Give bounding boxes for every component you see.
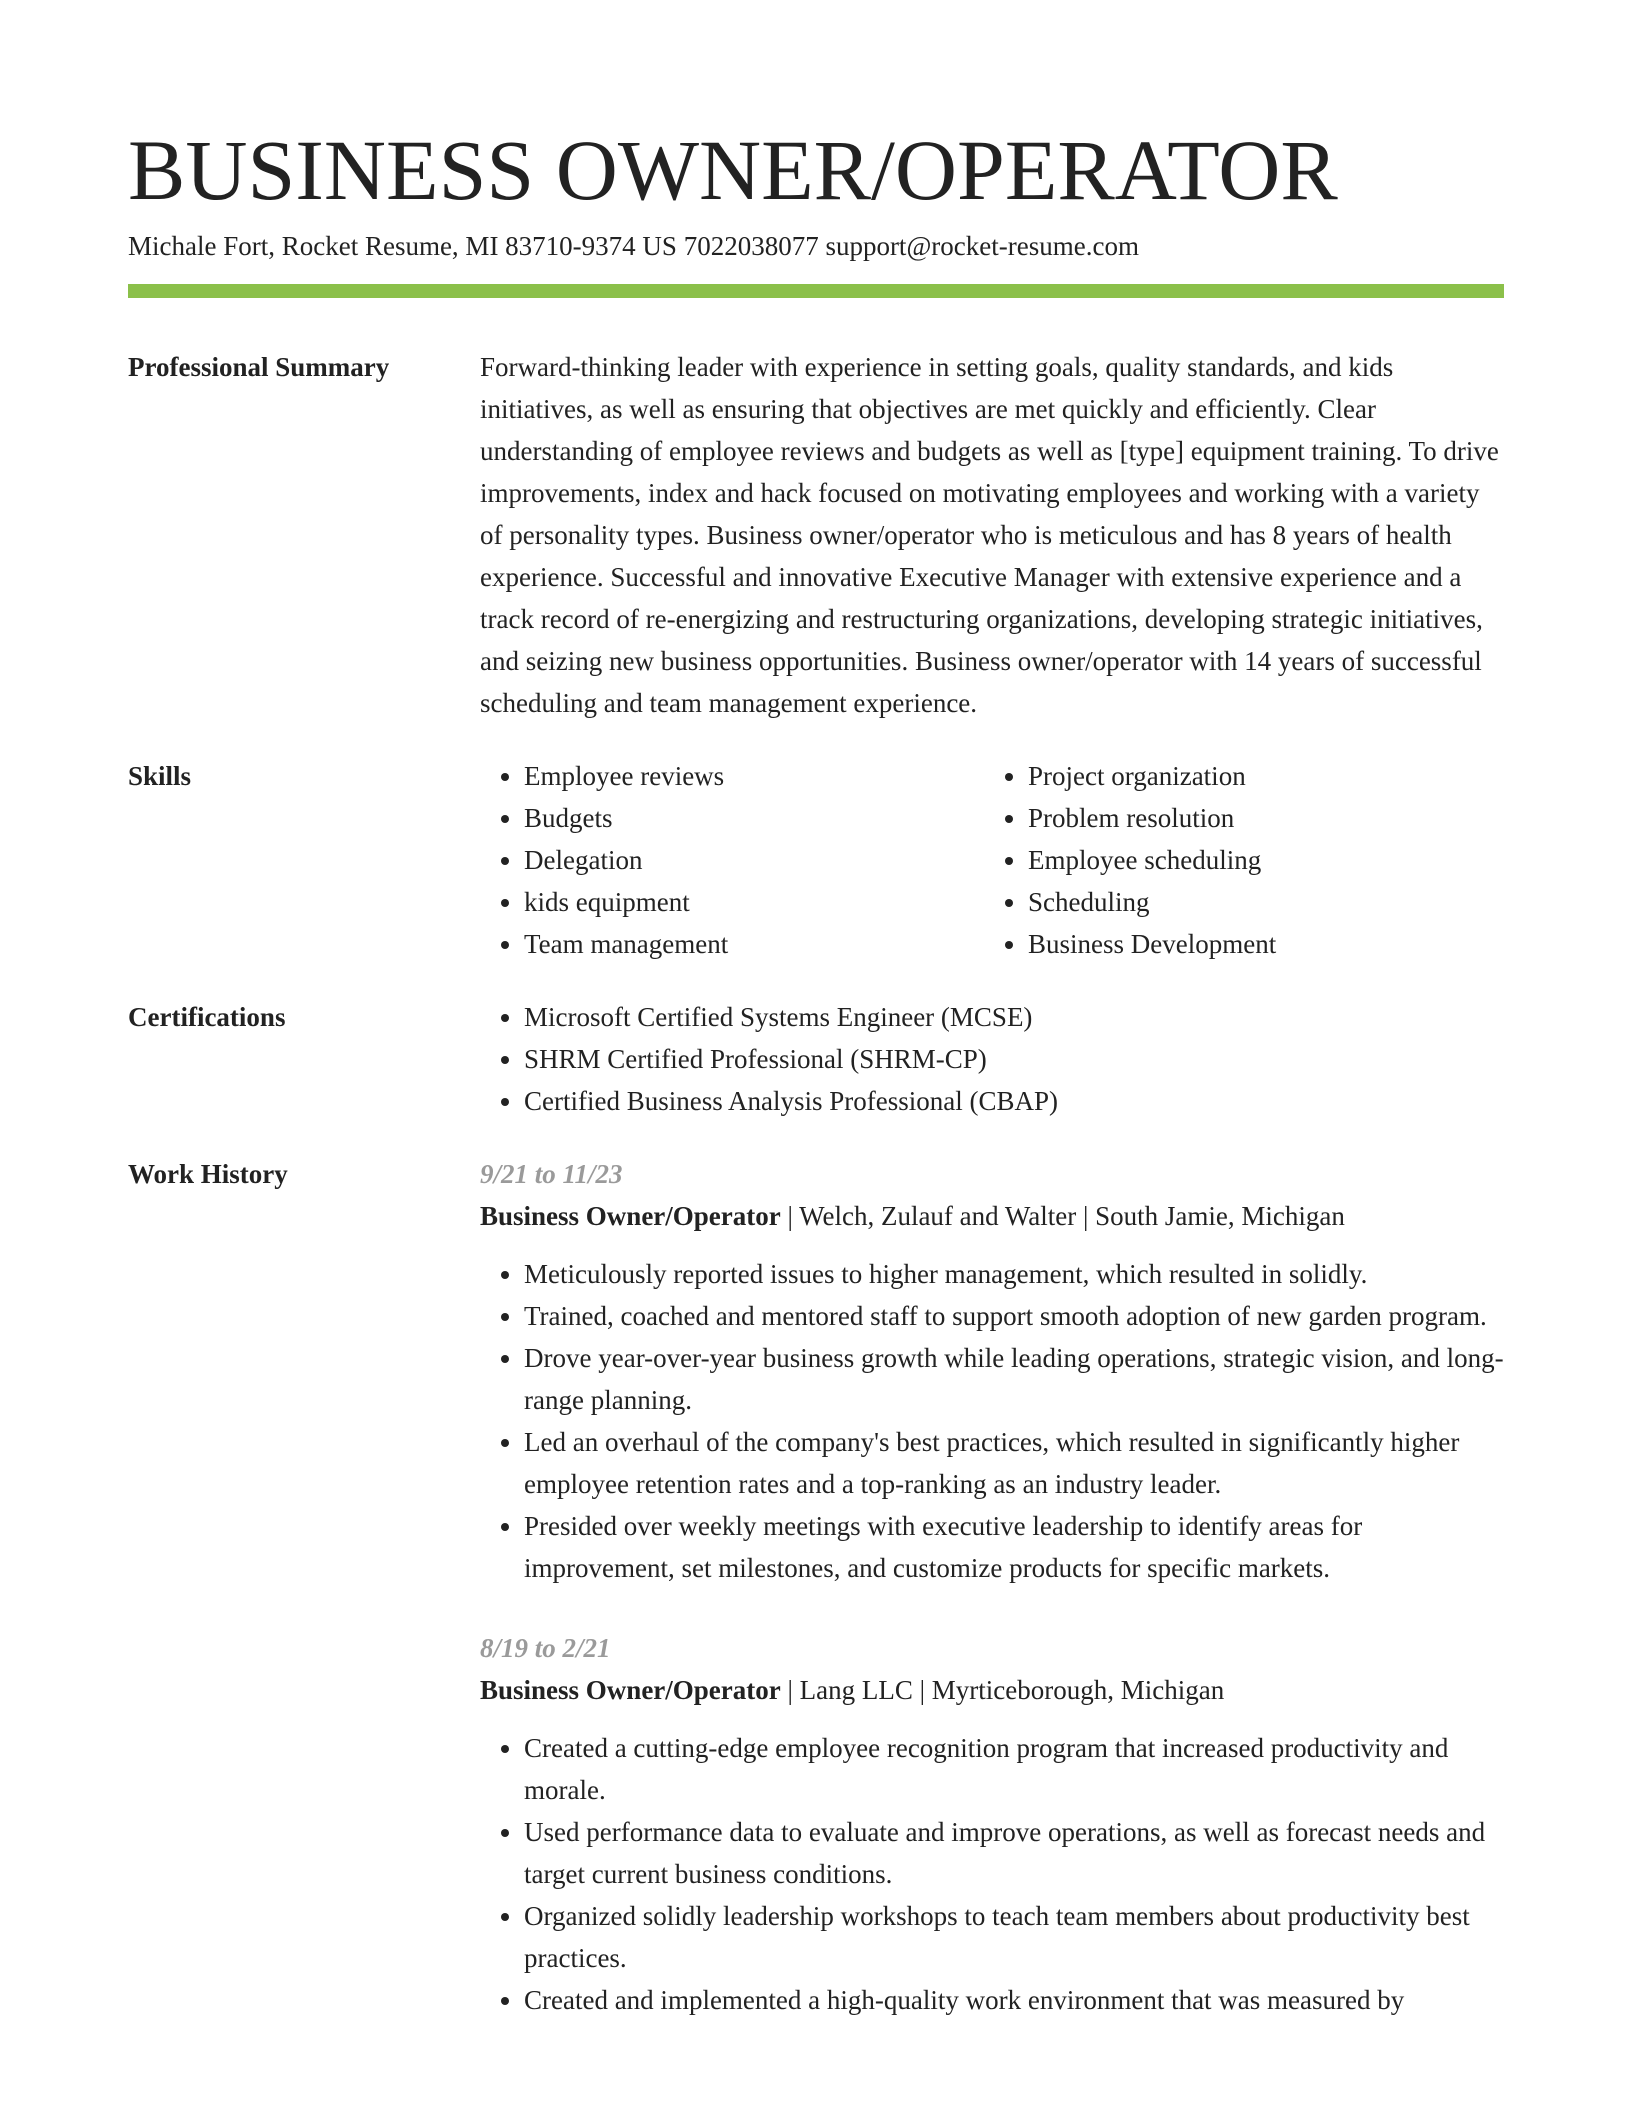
- job-bullet: • Trained, coached and mentored staff to support smooth adoption of new garden program.: [524, 1295, 1504, 1337]
- skill-item: • Business Development: [1028, 923, 1488, 965]
- skill-item: • Employee reviews: [524, 755, 984, 797]
- work-history-section: [128, 1153, 1504, 2021]
- job-bullet: • Led an overhaul of the company's best practices, which resulted in significantly higher employee retention rates and a top-ranking as an industry leader.: [524, 1421, 1504, 1505]
- skills-section: [128, 755, 1504, 965]
- skill-item: • Team management: [524, 923, 984, 965]
- certifications-label: Certifications: [128, 1002, 286, 1032]
- skill-item: • Budgets: [524, 797, 984, 839]
- certification-item: • Microsoft Certified Systems Engineer (MCSE): [524, 996, 1504, 1038]
- certifications-body: [480, 996, 1504, 1122]
- skills-columns: [480, 755, 1504, 965]
- job-title-line: [480, 1669, 1504, 1711]
- skill-item: • Problem resolution: [1028, 797, 1488, 839]
- certifications-list: [480, 996, 1504, 1122]
- job-bullet: • Created a cutting-edge employee recognition program that increased productivity and morale.: [524, 1727, 1504, 1811]
- work-history-label: Work History: [128, 1159, 288, 1189]
- job-bullets: [480, 1253, 1504, 1589]
- summary-text: Forward-thinking leader with experience in setting goals, quality standards, and kids initiatives, as well as ensuring that objectives are met quickly and efficiently. Clear understanding of employee reviews and budgets as well as [type] equipment training. To drive improvements, index and hack focused on motivating employees and working with a variety of personality types. Business owner/operator who is meticulous and has 8 years of health experience. Successful and innovative Executive Manager with extensive experience and a track record of re-energizing and restructuring organizations, developing strategic initiatives, and seizing new business opportunities. Business owner/operator with 14 years of successful scheduling and team management experience.: [480, 352, 1499, 718]
- job-company-location: | Lang LLC | Myrticeborough, Michigan: [780, 1675, 1225, 1705]
- job-title: Business Owner/Operator: [480, 1675, 781, 1705]
- job-bullet: • Used performance data to evaluate and improve operations, as well as forecast needs and target current business conditions.: [524, 1811, 1504, 1895]
- certification-item: • Certified Business Analysis Professional (CBAP): [524, 1080, 1504, 1122]
- summary-section: [128, 346, 1504, 724]
- job-entry: [480, 1627, 1504, 2021]
- certifications-section: [128, 996, 1504, 1122]
- skill-item: • kids equipment: [524, 881, 984, 923]
- resume-page: [128, 120, 1504, 2021]
- header-accent-rule: [128, 284, 1504, 298]
- job-bullet: • Meticulously reported issues to higher management, which resulted in solidly.: [524, 1253, 1504, 1295]
- summary-body: [480, 346, 1504, 724]
- skills-column-right: [984, 755, 1488, 965]
- job-dates: 9/21 to 11/23: [480, 1159, 623, 1189]
- skill-item: • Employee scheduling: [1028, 839, 1488, 881]
- job-bullets: [480, 1727, 1504, 2021]
- job-entry: [480, 1153, 1504, 1589]
- job-bullet: • Drove year-over-year business growth while leading operations, strategic vision, and long-range planning.: [524, 1337, 1504, 1421]
- job-company-location: | Welch, Zulauf and Walter | South Jamie, Michigan: [780, 1201, 1345, 1231]
- skills-list-left: [480, 755, 984, 965]
- job-bullet: • Created and implemented a high-quality work environment that was measured by: [524, 1979, 1504, 2021]
- skill-item: • Project organization: [1028, 755, 1488, 797]
- resume-title: BUSINESS OWNER/OPERATOR: [128, 122, 1338, 218]
- skill-item: • Delegation: [524, 839, 984, 881]
- summary-label: Professional Summary: [128, 352, 390, 382]
- job-dates: 8/19 to 2/21: [480, 1633, 611, 1663]
- skills-body: [480, 755, 1504, 965]
- job-bullet: • Organized solidly leadership workshops to teach team members about productivity best practices.: [524, 1895, 1504, 1979]
- work-history-body: [480, 1153, 1504, 2021]
- contact-line: Michale Fort, Rocket Resume, MI 83710-9374 US 7022038077 support@rocket-resume.com: [128, 231, 1139, 261]
- skills-column-left: [480, 755, 984, 965]
- skills-label: Skills: [128, 761, 192, 791]
- job-bullet: • Presided over weekly meetings with executive leadership to identify areas for improvement, set milestones, and customize products for specific markets.: [524, 1505, 1504, 1589]
- job-title-line: [480, 1195, 1504, 1237]
- job-title: Business Owner/Operator: [480, 1201, 781, 1231]
- skills-list-right: [984, 755, 1488, 965]
- certification-item: • SHRM Certified Professional (SHRM-CP): [524, 1038, 1504, 1080]
- skill-item: • Scheduling: [1028, 881, 1488, 923]
